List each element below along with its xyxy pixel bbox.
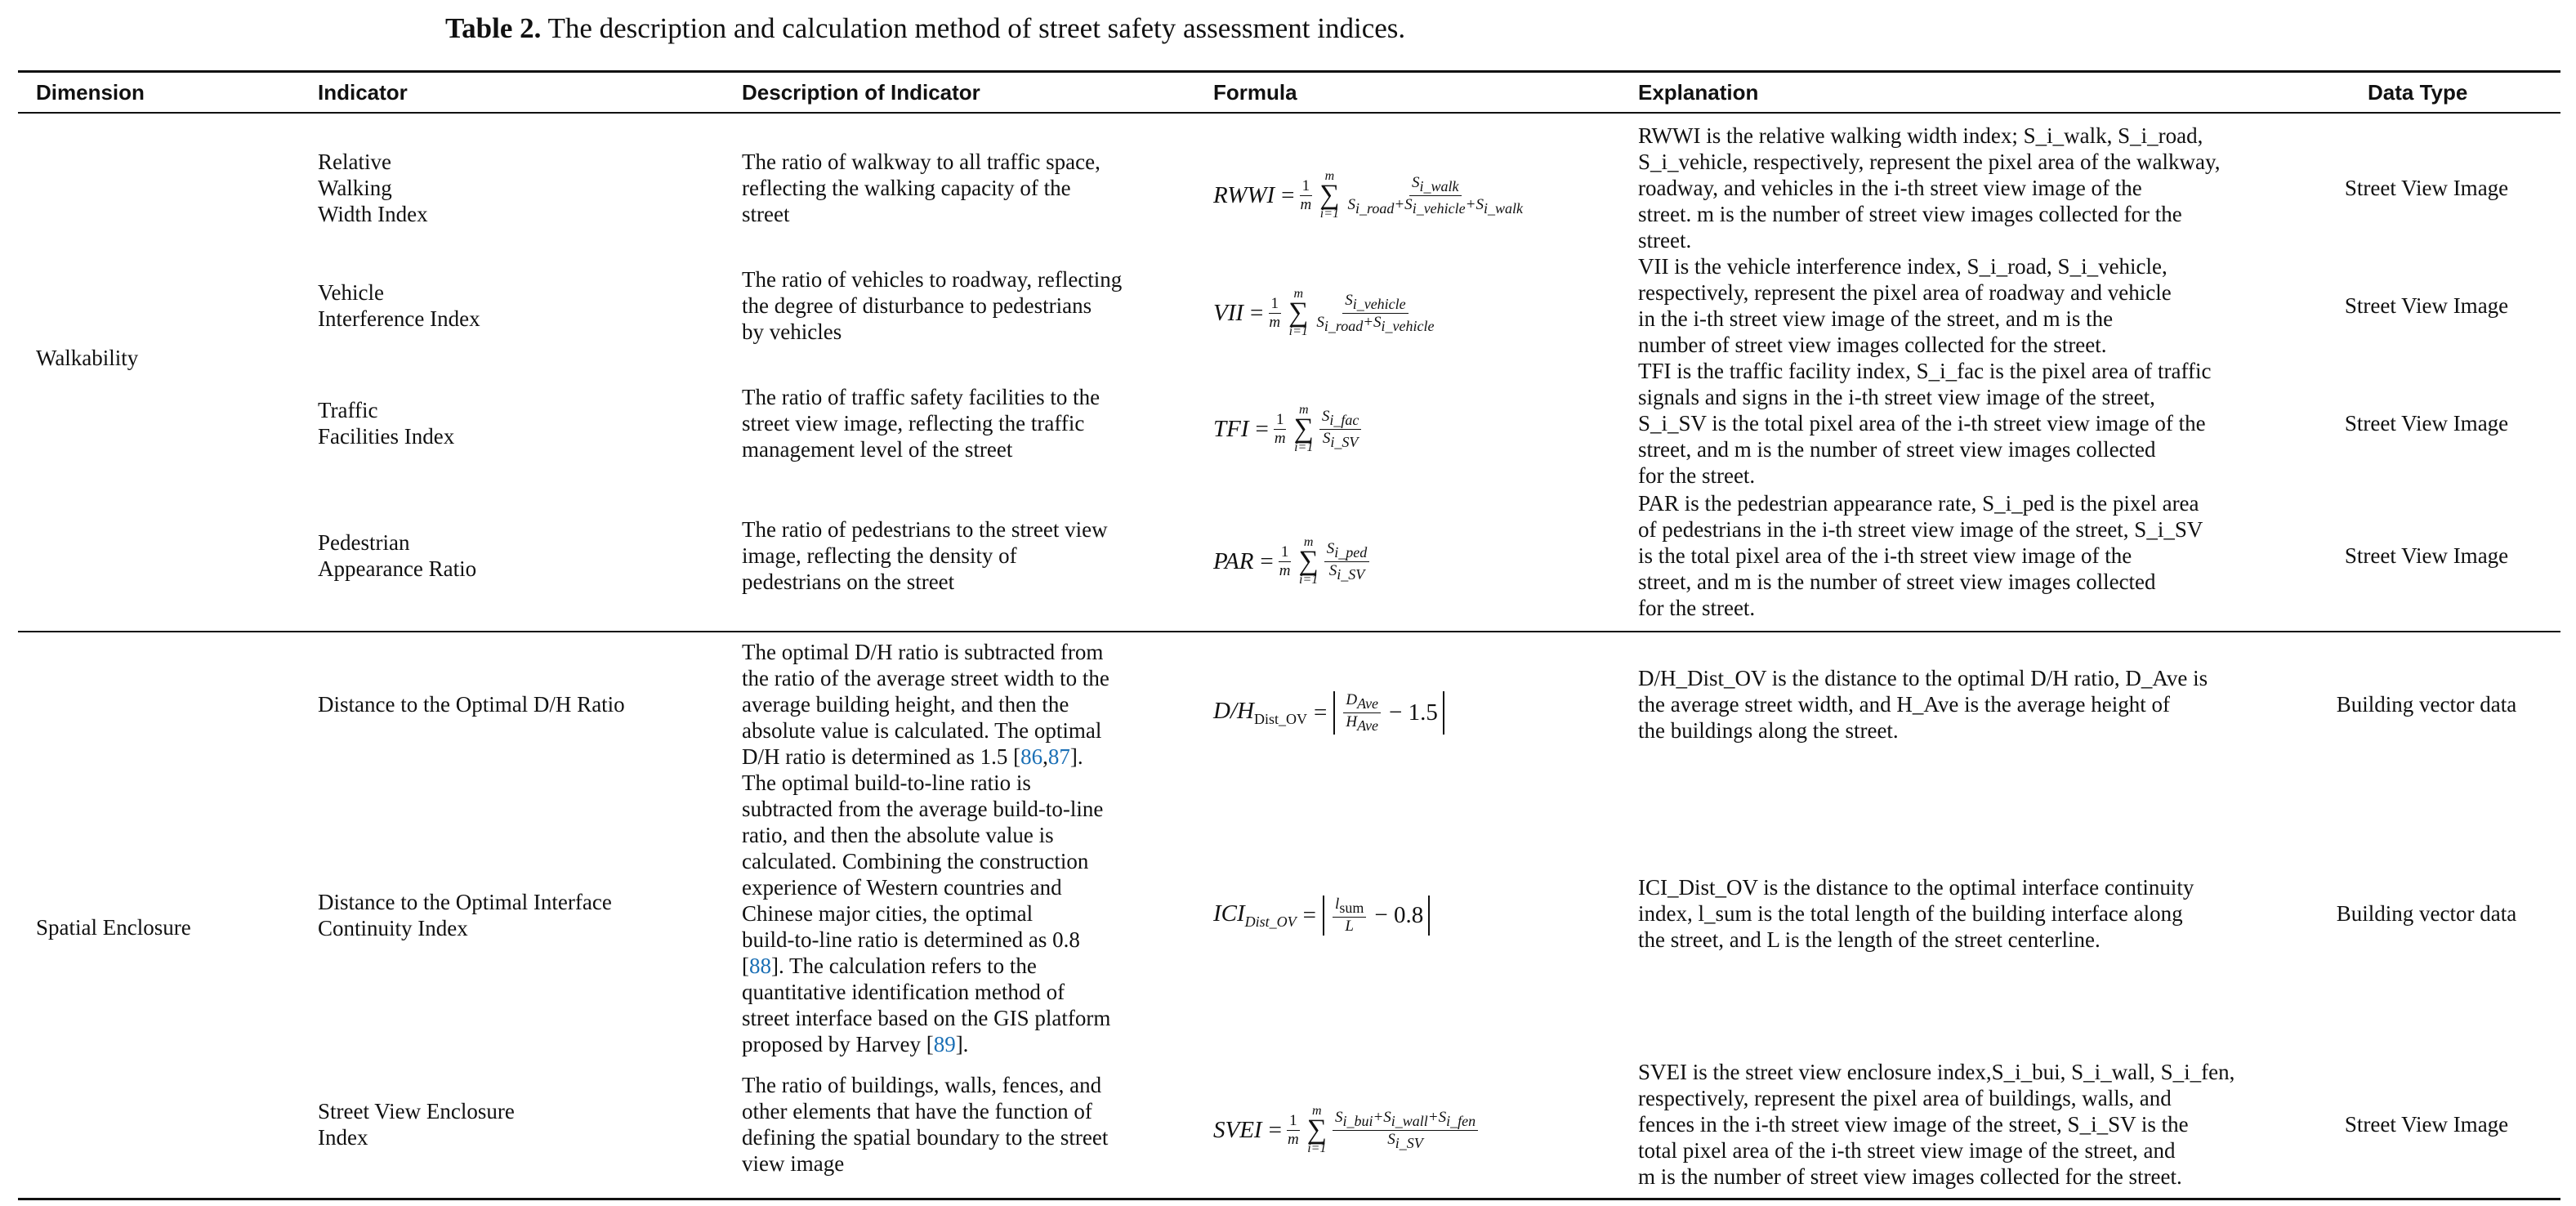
description-ici: The optimal build-to-line ratio is subtracted from the average build-to-line ratio, and then the absolute value is calculated. Combining the construction experience of Western countries and Chinese major cities, the optimal build-to-line ratio is determined as 0.8 [88]. The calculation refers to the quantitative identification method of street interface based on the GIS platform proposed by Harvey [89]. xyxy=(742,770,1111,1056)
header-indicator: Indicator xyxy=(318,80,408,105)
ref-86-link[interactable]: 86 xyxy=(1020,744,1043,769)
description-dh: The optimal D/H ratio is subtracted from the ratio of the average street width to the average building height, and then the absolute value is calculated. The optimal D/H ratio is determined as 1.5 [86,87]. xyxy=(742,640,1109,769)
bottom-rule xyxy=(18,1198,2560,1200)
description-par: The ratio of pedestrians to the street view image, reflecting the density of pedestrians on the street xyxy=(742,517,1108,594)
header-data-type: Data Type xyxy=(2368,80,2468,105)
header-explanation: Explanation xyxy=(1638,80,1759,105)
dimension-spatial-enclosure: Spatial Enclosure xyxy=(36,915,191,940)
header-rule xyxy=(18,112,2560,114)
description-tfi: The ratio of traffic safety facilities to the street view image, reflecting the traffic management level of the street xyxy=(742,385,1100,462)
indicator-svei: Street View Enclosure Index xyxy=(318,1099,515,1150)
formula-dh: $D/H_{Dist\_OV}$ = $\frac{D_{Ave}}{H_{Ave}}$ − 1.5 xyxy=(1213,691,1444,735)
description-rwwi: The ratio of walkway to all traffic space, reflecting the walking capacity of the street xyxy=(742,150,1100,226)
dimension-walkability: Walkability xyxy=(36,346,139,370)
section-rule xyxy=(18,631,2560,632)
datatype-tfi: Street View Image xyxy=(2344,411,2509,436)
explanation-ici: ICI_Dist_OV is the distance to the optimal interface continuity index, l_sum is the total length of the building interface along the street, and L is the length of the street centerline. xyxy=(1638,875,2194,952)
explanation-rwwi: RWWI is the relative walking width index; S_i_walk, S_i_road, S_i_vehicle, respectively, represent the pixel area of the walkway, roadway, and vehicles in the i-th street view image of the street. m is the number of street view images collected for the street. xyxy=(1638,123,2221,252)
datatype-dh: Building vector data xyxy=(2336,692,2517,717)
datatype-rwwi: Street View Image xyxy=(2344,176,2509,200)
top-rule xyxy=(18,70,2560,73)
indicator-ici: Distance to the Optimal Interface Continuity Index xyxy=(318,890,612,940)
caption-text: The description and calculation method of street safety assessment indices. xyxy=(547,12,1406,44)
formula-vii: VII = $\frac{1}{m}$ m ∑ i=1 $\frac{S_{i\_vehicle}}{S_{i\_road}+S_{i\_vehicle}}$ xyxy=(1213,287,1435,338)
explanation-par: PAR is the pedestrian appearance rate, S_i_ped is the pixel area of pedestrians in the i-th street view image of the street, S_i_SV is the total pixel area of the i-th street view image of the street, and m is the number of street view images collected for the street. xyxy=(1638,491,2203,620)
indicator-rwwi: Relative Walking Width Index xyxy=(318,150,428,226)
indicator-tfi: Traffic Facilities Index xyxy=(318,398,455,449)
explanation-vii: VII is the vehicle interference index, S_i_road, S_i_vehicle, respectively, represent the pixel area of roadway and vehicle in the i-th street view image of the street, and m is the number of street view images collected for the street. xyxy=(1638,254,2172,357)
formula-svei: SVEI = $\frac{1}{m}$ m ∑ i=1 $\frac{S_{i\_bui}+S_{i\_wall}+S_{i\_fen}}{S_{i\_SV}}$ xyxy=(1213,1105,1481,1155)
formula-tfi: TFI = $\frac{1}{m}$ m ∑ i=1 $\frac{S_{i\_fac}}{S_{i\_SV}}$ xyxy=(1213,404,1364,454)
ref-87-link[interactable]: 87 xyxy=(1047,744,1070,769)
formula-par: PAR = $\frac{1}{m}$ m ∑ i=1 $\frac{S_{i\_ped}}{S_{i\_SV}}$ xyxy=(1213,536,1373,587)
datatype-svei: Street View Image xyxy=(2344,1112,2509,1137)
header-formula: Formula xyxy=(1213,80,1297,105)
explanation-tfi: TFI is the traffic facility index, S_i_fac is the pixel area of traffic signals and signs in the i-th street view image of the street, S_i_SV is the total pixel area of the i-th street view image of the street, and m is the number of street view images collected for the street. xyxy=(1638,359,2212,488)
explanation-svei: SVEI is the street view enclosure index,S_i_bui, S_i_wall, S_i_fen, respectively, represent the pixel area of buildings, walls, and fences in the i-th street view image of the street, S_i_SV is the total pixel area of the i-th street view image of the street, and m is the number of street view images collected for the street. xyxy=(1638,1060,2235,1189)
description-vii: The ratio of vehicles to roadway, reflecting the degree of disturbance to pedestrians by vehicles xyxy=(742,267,1123,344)
header-description: Description of Indicator xyxy=(742,80,980,105)
description-svei: The ratio of buildings, walls, fences, and other elements that have the function of defining the spatial boundary to the street view image xyxy=(742,1073,1109,1176)
indicator-dh: Distance to the Optimal D/H Ratio xyxy=(318,692,625,717)
formula-ici: $ICI_{Dist\_OV}$ = $\frac{l_{sum}}{L}$ − 0.8 xyxy=(1213,896,1430,936)
table-caption xyxy=(445,8,1405,49)
formula-rwwi: RWWI = $\frac{1}{m}$ m ∑ i=1 $\frac{S_{i\_walk}}{S_{i\_road}+S_{i\_vehicle}+S_{i\_walk}}$ xyxy=(1213,169,1523,221)
datatype-vii: Street View Image xyxy=(2344,293,2509,318)
indicator-par: Pedestrian Appearance Ratio xyxy=(318,530,477,581)
explanation-dh: D/H_Dist_OV is the distance to the optimal D/H ratio, D_Ave is the average street width, and H_Ave is the average height of the buildings along the street. xyxy=(1638,666,2208,743)
datatype-par: Street View Image xyxy=(2344,543,2509,568)
ref-88-link[interactable]: 88 xyxy=(749,954,771,978)
caption-label: Table 2. xyxy=(445,12,542,44)
datatype-ici: Building vector data xyxy=(2336,901,2517,926)
indicator-vii: Vehicle Interference Index xyxy=(318,280,480,331)
ref-89-link[interactable]: 89 xyxy=(933,1032,956,1056)
header-dimension: Dimension xyxy=(36,80,145,105)
